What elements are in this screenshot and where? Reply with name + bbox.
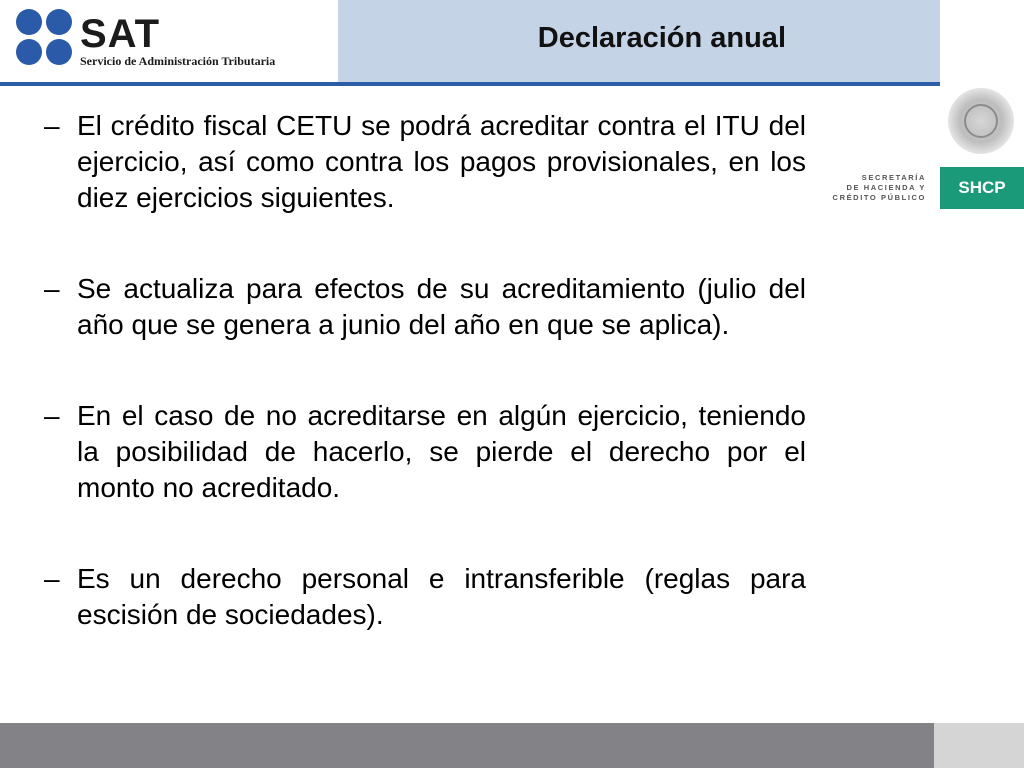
secretaria-text — [826, 173, 926, 203]
bullet-item — [44, 108, 806, 216]
slide-content — [44, 108, 806, 688]
footer-bar — [0, 723, 934, 768]
bullet-dash: – — [44, 110, 60, 141]
bullet-text: Es un derecho personal e intransferible (reglas para escisión de sociedades). — [77, 563, 806, 630]
sat-dots-icon — [16, 9, 74, 67]
bullet-dash: – — [44, 563, 60, 594]
secretaria-line-2: DE HACIENDA Y — [846, 183, 926, 192]
bullet-item — [44, 561, 806, 633]
title-bar — [338, 0, 940, 82]
bullet-item — [44, 398, 806, 506]
bullet-dash: – — [44, 273, 60, 304]
sat-logo — [0, 0, 338, 82]
bullet-dash: – — [44, 400, 60, 431]
sat-wordmark: SAT — [80, 12, 161, 56]
sat-subtitle: Servicio de Administración Tributaria — [80, 54, 276, 68]
secretaria-line-1: SECRETARÍA — [861, 173, 926, 182]
shcp-logo: SHCP — [940, 167, 1024, 209]
bullet-text: El crédito fiscal CETU se podrá acreditar contra el ITU del ejercicio, así como contra los pagos provisionales, en los diez ejercicios siguientes. — [77, 110, 806, 213]
header-divider — [0, 82, 940, 86]
bullet-item — [44, 271, 806, 343]
bullet-text: Se actualiza para efectos de su acreditamiento (julio del año que se genera a junio del año en que se aplica). — [77, 273, 806, 340]
footer-corner — [934, 723, 1024, 768]
secretaria-line-3: CRÉDITO PÚBLICO — [832, 193, 926, 202]
national-seal-icon — [948, 88, 1014, 154]
page-title: Declaración anual — [537, 22, 786, 54]
bullet-text: En el caso de no acreditarse en algún ejercicio, teniendo la posibilidad de hacerlo, se pierde el derecho por el monto no acreditado. — [77, 400, 806, 503]
